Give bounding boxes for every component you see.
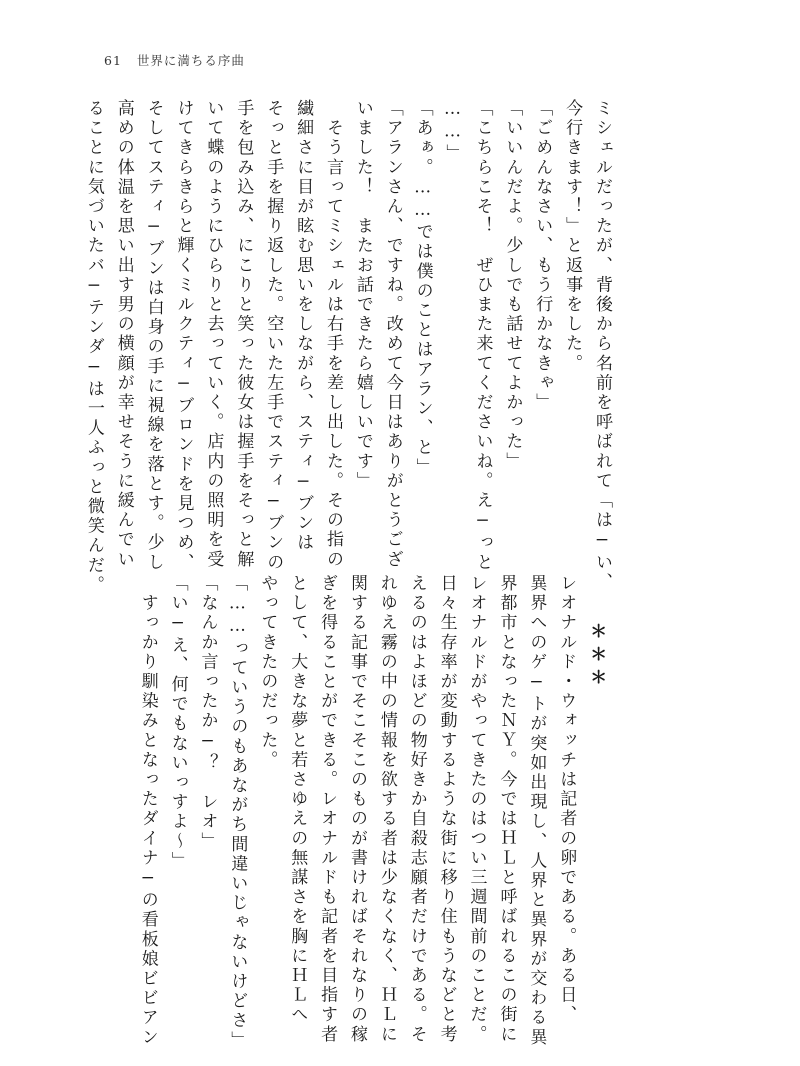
page-number: 61: [104, 53, 122, 68]
text-line: 「い−え、何でもないっすよ〜」: [167, 574, 188, 871]
text-line: レオナルド・ウォッチは記者の卵である。ある日、: [556, 574, 577, 1025]
text-line: そしてスティ−ブンは白身の手に視線を落とす。少し: [143, 99, 164, 573]
section-break: ＊＊＊: [586, 622, 607, 691]
text-line: 界都市となったＮＹ。今ではＨＬと呼ばれるこの街に: [496, 574, 517, 1045]
text-line: いて蝶のようにひらりと去っていく。店内の照明を受: [203, 99, 224, 570]
chapter-title: 世界に満ちる序曲: [136, 53, 245, 68]
text-line: レオナルドがやってきたのはつい三週間前のことだ。: [466, 574, 487, 1045]
text-line: やってきたのだった。: [257, 574, 278, 770]
text-line: 高めの体温を思い出す男の横顔が幸せそうに緩んでい: [113, 99, 134, 570]
text-line: 「……っていうのもあながち間違いじゃないけどさ」: [227, 574, 248, 1051]
text-line: そっと手を握り返した。空いた左手でスティ−ブンの: [263, 99, 284, 573]
text-line: ミシェルだったが、背後から名前を呼ばれて「は−い、: [592, 99, 612, 592]
text-line: 「ごめんなさい、もう行かなきゃ」: [532, 99, 553, 413]
text-line: として、大きな夢と若さゆえの無謀さを胸にＨＬへ: [287, 574, 308, 1025]
text-line: ぎを得ることができる。レオナルドも記者を目指す者: [317, 574, 338, 1045]
text-line: いました！ またお話できたら嬉しいです」: [352, 99, 373, 491]
text-line: 「アランさん、ですね。改めて今日はありがとうござ: [382, 99, 403, 570]
text-line: ることに気づいたバ−テンダ−は一人ふっと微笑んだ。: [83, 99, 104, 595]
running-header: [104, 51, 245, 69]
text-block-bottom: [137, 574, 614, 1051]
text-line: 異界へのゲ−トが突如出現し、人界と異界が交わる異: [526, 574, 547, 1048]
text-block-top: [83, 99, 614, 595]
text-line: 日々生存率が変動するような街に移り住もうなどと考: [436, 574, 457, 1045]
text-line: 手を包み込み、にこりと笑った彼女は握手をそっと解: [233, 99, 254, 570]
text-line: 「いいんだよ。少しでも話せてよかった」: [502, 99, 523, 472]
text-line: えるのはよほどの物好きか自殺志願者だけである。そ: [406, 574, 427, 1045]
text-line: 「なんか言ったか−？ レオ」: [197, 574, 218, 852]
text-line: 繊細さに目が眩む思いをしながら、スティ−ブンは: [293, 99, 314, 553]
text-line: 「こちらこそ！ ぜひまた来てくださいね。え−っと: [472, 99, 493, 573]
text-line: すっかり馴染みとなったダイナ−の看板娘ビビアン: [137, 574, 158, 1048]
text-line: けてきらきらと輝くミルクティ−ブロンドを見つめ、: [173, 99, 194, 573]
text-line: 「あぁ。……では僕のことはアラン、と」: [412, 99, 433, 478]
text-line: ……」: [442, 99, 463, 164]
text-line: 関する記事でそこそこのものが書ければそれなりの稼: [346, 574, 367, 1045]
text-line: 今行きます！」と返事をした。: [562, 99, 583, 374]
text-line: れゆえ霧の中の情報を欲する者は少なくなく、ＨＬに: [376, 574, 397, 1045]
text-line: そう言ってミシェルは右手を差し出した。その指の: [322, 99, 343, 570]
